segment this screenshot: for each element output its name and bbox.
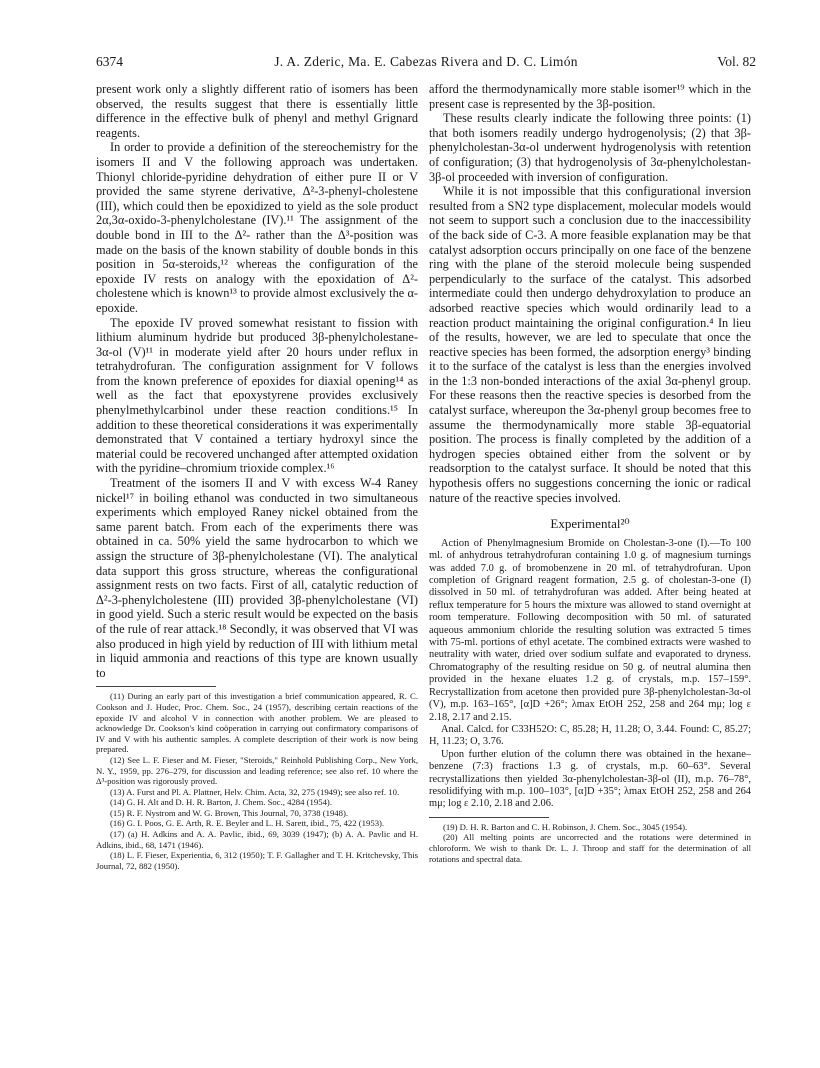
- paragraph: These results clearly indicate the following three points: (1) that both isomers readily undergo hydrogenolysis; (2) that 3β-phenylcholestan-3α-ol underwent hydrogenolysis with retention of configuration; (3) that hydrogenolysis of 3α-phenylcholestan-3β-ol proceeded with inversion of configuration.: [429, 111, 751, 184]
- footnote: (15) R. F. Nystrom and W. G. Brown, This Journal, 70, 3738 (1948).: [110, 807, 349, 818]
- experimental-section: [429, 538, 751, 811]
- footnote: (20) All melting points are uncorrected and the rotations were determined in chloroform. We wish to thank Dr. L. J. Throop and staff for the determination of all rotations and spectral data.: [429, 832, 751, 864]
- footnote: (12) See L. F. Fieser and M. Fieser, "Steroids," Reinhold Publishing Corp., New York, N. Y., 1959, pp. 276–279, for discussion and leading reference; see also ref. 10 where the Δ³-position was rigorously proved.: [96, 754, 418, 787]
- paragraph: Anal. Calcd. for C33H52O: C, 85.28; H, 11.28; O, 3.44. Found: C, 85.27; H, 11.23; O, 3.76.: [429, 723, 751, 748]
- footnote-divider: [429, 817, 549, 818]
- volume-label: Vol. 82: [717, 54, 756, 69]
- paragraph: While it is not impossible that this configurational inversion resulted from a SN2 type displacement, molecular models would not seem to support such a conclusion due to the inaccessibility of the back side of C-3. A more feasible explanation may be that catalyst adsorption occurs principally on one face of the benzene ring with the plane of the steroid molecule being suspended perpendicularly to the surface of the catalyst. This adsorbed intermediate could then undergo dehydroxylation to produce an adsorbed reactive species which would ordinarily lead to a reaction product maintaining the original configuration.⁴ In lieu of the results, however, we are led to speculate that once the reactive species has been formed, the adsorption energy³ binding it to the surface of the catalyst is less than the energies involved in the 1:3 non-bonded interactions of the axial 3α-phenyl group. For these reasons then the reactive species is desorbed from the catalyst surface, whereupon the 3α-phenyl group becomes free to assume the thermodynamically more stable 3β-equatorial position. The process is finally completed by the addition of a hydrogen species obtained either from the solvent or by readsorption to the catalyst surface. It should be noted that this hypothesis offers no suggestions concerning the ionic or radical nature of the reactive species involved.: [429, 184, 751, 505]
- paragraph: Treatment of the isomers II and V with excess W-4 Raney nickel¹⁷ in boiling ethanol was conducted in two simultaneous experiments which employed Raney nickel obtained from the same parent batch. From each of the experiments there was obtained in ca. 50% yield the same hydrocarbon to which we assign the structure of 3β-phenylcholestane (VI). The analytical data support this gross structure, whereas the configurational assignment rests on two facts. First of all, catalytic reduction of Δ²-3-phenylcholestene (III) provided 3β-phenylcholestane (VI) in good yield. Such a steric result would be expected on the basis of the rule of rear attack.¹⁸ Secondly, it was observed that VI was also produced in high yield by reduction of III with lithium metal in liquid ammonia and reactions of this type are known usually to: [96, 476, 418, 680]
- running-header: [96, 54, 756, 74]
- footnote: (16) G. I. Poos, G. E. Arth, R. E. Beyler and L. H. Sarett, ibid., 75, 422 (1953).: [110, 818, 385, 829]
- footnote: (19) D. H. R. Barton and C. H. Robinson, J. Chem. Soc., 3045 (1954).: [443, 821, 688, 832]
- paragraph: The epoxide IV proved somewhat resistant to fission with lithium aluminum hydride but produced 3β-phenylcholestane-3α-ol (V)¹¹ in moderate yield after 20 hours under reflux in tetrahydrofuran. The configuration assignment for V follows from the known preference of epoxides for diaxial opening¹⁴ as well as the fact that epoxystyrene provides exclusively phenylmethylcarbinol under these reaction conditions.¹⁵ In addition to these theoretical considerations it was experimentally demonstrated that V contained a tertiary hydroxyl since the material could be recovered unchanged after attempted oxidation with the pyridine–chromium trioxide complex.¹⁶: [96, 315, 418, 476]
- running-authors: J. A. Zderic, Ma. E. Cabezas Rivera and D. C. Limón: [274, 54, 578, 69]
- page-number: 6374: [96, 54, 123, 69]
- footnote: (11) During an early part of this investigation a brief communication appeared, R. C. Cookson and J. Hudec, Proc. Chem. Soc., 24 (1957), describing certain reactions of the epoxide IV and alcohol V in connection with another problem. We are pleased to acknowledge Dr. Cookson's kind coöperation in carrying out confirmatory comparisons of IV and V with his authentic samples. A complete description of their work is now being prepared.: [96, 691, 418, 755]
- paragraph: Action of Phenylmagnesium Bromide on Cholestan-3-one (I).—To 100 ml. of anhydrous tetrahydrofuran containing 1.0 g. of magnesium turnings was added 7.0 g. of bromobenzene in 20 ml. of tetrahydrofuran. Upon completion of Grignard reagent formation, 2.5 g. of cholestan-3-one (I) dissolved in 50 ml. of tetrahydrofuran was added. After being heated at reflux temperature for 5 hours the mixture was allowed to stand overnight at room temperature. Following decomposition with 50 ml. of saturated aqueous ammonium chloride the resulting solution was extracted 5 times with 75-ml. portions of ethyl acetate. The combined extracts were washed to neutrality with water, dried over sodium sulfate and evaporated to dryness. Chromatography of the resulting residue on 50 g. of neutral alumina then provided in the hexane eluates 1.2 g. of crystals, m.p. 157–159°. Recrystallization from acetone then provided pure 3β-phenylcholestan-3α-ol (V), m.p. 163–165°, [α]D +26°; λmax EtOH 252, 258 and 264 mμ; log ε 2.18, 2.17 and 2.15.: [429, 537, 751, 723]
- right-column: [429, 82, 751, 864]
- left-column: [96, 82, 418, 871]
- footnote-divider: [96, 686, 216, 687]
- section-heading: Experimental²⁰: [550, 516, 630, 532]
- paragraph: In order to provide a definition of the stereochemistry for the isomers II and V the following approach was undertaken. Thionyl chloride-pyridine dehydration of either pure II or V provided the same styrene derivative, Δ²-3-phenyl-cholestene (III), which could then be epoxidized to yield as the sole product 2α,3α-oxido-3-phenylcholestane (IV).¹¹ The assignment of the double bond in III to the Δ²- rather than the Δ³-position was made on the basis of the known stability of double bonds in this position in 5α-steroids,¹² whereas the configuration of the epoxide IV rests on analogy with the epoxidation of Δ²-cholestene which is known¹³ to provide almost exclusively the α-epoxide.: [96, 140, 418, 315]
- footnote: (18) L. F. Fieser, Experientia, 6, 312 (1950); T. F. Gallagher and T. H. Kritchevsky, This Journal, 72, 882 (1950).: [96, 850, 418, 871]
- paragraph: Upon further elution of the column there was obtained in the hexane–benzene (7:3) fractions 1.3 g. of crystals, m.p. 60–63°. Several recrystallizations then yielded 3α-phenylcholestan-3β-ol (II), m.p. 76–78°, resolidifying with m.p. 100–103°, [α]D +35°; λmax EtOH 252, 258 and 264 mμ; log ε 2.10, 2.18 and 2.06.: [429, 748, 751, 810]
- paragraph: present work only a slightly different ratio of isomers has been observed, the results suggest that there is essentially little difference in the effective bulk of phenyl and methyl Grignard reagents.: [96, 82, 418, 140]
- footnote: (13) A. Furst and Pl. A. Plattner, Helv. Chim. Acta, 32, 275 (1949); see also ref. 10.: [110, 786, 400, 797]
- footnote: (14) G. H. Alt and D. H. R. Barton, J. Chem. Soc., 4284 (1954).: [110, 797, 332, 808]
- footnote: (17) (a) H. Adkins and A. A. Pavlic, ibid., 69, 3039 (1947); (b) A. A. Pavlic and H. Adkins, ibid., 68, 1471 (1946).: [96, 829, 418, 850]
- paragraph: afford the thermodynamically more stable isomer¹⁹ which in the present case is represented by the 3β-position.: [429, 82, 751, 111]
